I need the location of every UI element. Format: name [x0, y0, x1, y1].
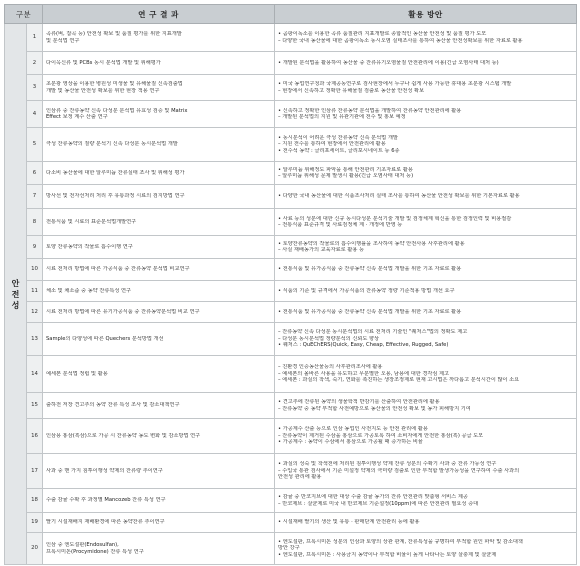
research-result-cell [43, 419, 275, 454]
table-row [5, 513, 577, 533]
application-plan-cell [275, 454, 577, 489]
application-plan-cell [275, 259, 577, 281]
research-result-cell [43, 513, 275, 533]
application-plan-line: – 다양한 국내 농산물에 대한 곰팡이독소 동시오염 실태조사를 통하여 농산물 안전성확보를 위한 자료로 활용 [278, 37, 523, 44]
application-plan-line: • 사료 등의 성분에 대한 신규 동시다성분 분석기술 개발 및 검정체계 혁신을 통한 검정인력 및 비용절감 [278, 215, 512, 222]
research-result-cell [43, 185, 275, 209]
research-result-line: 딸기 시설재배지 재배환경에 따른 농약잔류 추이연구 [46, 519, 165, 526]
application-plan-line: • 알루미늄 위해정도 파악을 통해 안전관리 기초자료로 활용 [278, 166, 413, 173]
application-plan-cell [275, 513, 577, 533]
table-row [5, 162, 577, 185]
table-row [5, 128, 577, 162]
research-result-cell [43, 259, 275, 281]
application-plan-cell [275, 162, 577, 185]
research-result-cell [43, 101, 275, 128]
application-plan-cell [275, 52, 577, 75]
application-plan-line: • 견고추에 잔류된 농약의 생물학적 반감기를 산출하여 안전관리에 활용 [278, 399, 440, 406]
table-row [5, 75, 577, 101]
header-results: 연 구 결 과 [43, 5, 275, 24]
table-row [5, 185, 577, 209]
application-plan-cell [275, 302, 577, 323]
research-results-table [4, 4, 577, 565]
research-result-cell [43, 393, 275, 419]
table-row [5, 24, 577, 52]
application-plan-cell [275, 75, 577, 101]
table-header-row [5, 5, 577, 24]
research-result-line: 예세폰 분석법 정립 및 활용 [46, 370, 108, 377]
table-row [5, 52, 577, 75]
research-result-line: 사과 중 맨 가지 침투이행성 약제의 잔류량 추이연구 [46, 467, 163, 474]
application-plan-line: • 전통식품 및 유가공식품 중 잔류농약 신속 분석법 개발을 위한 기초 자료로 활용 [278, 266, 462, 273]
row-number: 8 [27, 209, 43, 236]
research-result-line: 인삼용 홍삼(흑삼)으로 가공 시 잔류농약 농도 변화 및 감소방법 연구 [46, 432, 201, 439]
table-row [5, 533, 577, 565]
research-result-line: 프록시미돈(Procymidone) 잔류 특성 연구 [46, 548, 144, 555]
table-row [5, 393, 577, 419]
header-plans: 활용 방안 [275, 5, 577, 24]
application-plan-cell [275, 281, 577, 302]
application-plan-line: – 개발된 분석법의 지원 및 유관기관에 전수 및 홍보 예정 [278, 114, 406, 120]
application-plan-cell [275, 356, 577, 393]
application-plan-cell [275, 489, 577, 513]
application-plan-line: • 토양잔류농약의 작물로의 흡수이행률을 조사하여 농약 안전사용 사후관리에 활용 [278, 240, 465, 247]
application-plan-cell [275, 101, 577, 128]
table-row [5, 236, 577, 259]
application-plan-line: • 식품의 기준 및 규격에서 가공식품의 잔류농약 정량 기준적용 방법 개선 요구 [278, 287, 455, 294]
application-plan-line: • 가공계수 : 농약이 수삼에서 홍삼으로 가공될 때 증가하는 비율 [278, 439, 423, 446]
row-number: 18 [27, 489, 43, 513]
research-result-cell [43, 302, 275, 323]
research-result-line: 극성 잔류농약의 질량 분석기 신속 다성분 동시분석법 개발 [46, 141, 178, 148]
application-plan-cell [275, 419, 577, 454]
research-result-cell [43, 52, 275, 75]
research-result-cell [43, 24, 275, 52]
research-result-line: 인삼 중 엔도설판(Endosulfan), [46, 542, 119, 549]
application-plan-cell [275, 128, 577, 162]
application-plan-line: • 신속하고 정확한 인삼류 잔류농약 분석법을 개발하여 잔류농약 안전관리에 활용 [278, 107, 462, 114]
research-result-line: 토양 잔류농약의 작물로 흡수이행 연구 [46, 243, 133, 250]
research-result-cell [43, 533, 275, 565]
row-number: 20 [27, 533, 43, 565]
application-plan-cell [275, 24, 577, 52]
table-row [5, 323, 577, 356]
table-row [5, 419, 577, 454]
application-plan-line: – 사실 재배농가의 교육자료로 활용 등 [278, 247, 365, 253]
category-label-char: 안 [11, 278, 20, 288]
row-number: 15 [27, 393, 43, 419]
research-result-line: 초분광 영상을 이용한 병원성 미생물 및 유해물질 신속검출법 [46, 81, 183, 88]
research-result-cell [43, 281, 275, 302]
application-plan-line: • 전수석 농약 : 글리포세이트, 글리포시네이트 등 6종 [278, 147, 400, 154]
application-plan-line: – 현장에서 신속하고 정확한 유해물질 검출로 농산물 안전성 확보 [278, 87, 425, 94]
research-result-line: 다이옥신류 및 PCBs 동시 분석법 개발 및 위해평가 [46, 59, 161, 66]
research-result-cell [43, 489, 275, 513]
application-plan-line: – 친환경 인증농산물등의 사후관리조사에 활용 [278, 364, 383, 371]
research-result-line: 시료 전처리 방법에 따른 가공식품 중 잔류농약 분석법 비교연구 [46, 266, 190, 273]
application-plan-line: – 잔류농약 신속 다성분 동시분석법의 시료 전처리 기술인 "퀘처스"법의 정확도 제고 [278, 329, 468, 336]
research-result-line: 시료 전처리 방법에 따른 유기가공식품 중 잔류농약분석법 비교 연구 [46, 308, 200, 315]
category-label-char: 성 [11, 300, 20, 310]
research-result-cell [43, 209, 275, 236]
research-result-line: 인삼류 중 잔류농약 신속 다성분 분석법 유효성 검증 및 Matrix [46, 107, 188, 114]
application-plan-line: – 알루미늄 위해성 문제 발생시 활용(긴급 오염사태 대처 등) [278, 173, 414, 179]
row-number: 11 [27, 281, 43, 302]
category-cell-safety [5, 24, 27, 565]
application-plan-line: • 전통식품 및 유가공식품 중 잔류농약 신속 분석법 개발을 위한 기초 자료로 활용 [278, 308, 462, 315]
application-plan-line: 방안 강구 [278, 545, 300, 552]
application-plan-line: • 엔도설판, 프록시미돈 : 사용금지 농약이나 부적합 비율이 높게 나타나는 토양 살충제 및 살균제 [278, 551, 497, 558]
table-body [5, 24, 577, 565]
table-row [5, 454, 577, 489]
research-result-line: 및 분석법 연구 [46, 37, 80, 44]
application-plan-cell [275, 323, 577, 356]
category-label-char: 전 [11, 289, 20, 299]
table-row [5, 209, 577, 236]
application-plan-cell [275, 236, 577, 259]
table-row [5, 302, 577, 323]
research-result-line: 곡류(벼, 잡곡 등) 안전성 확보 및 품질 평가를 위한 지표개발 [46, 31, 182, 38]
application-plan-line: 안전성 관리에 활용 [278, 474, 322, 481]
research-result-line: Sample의 다양성에 따른 Quechers 분석방법 개선 [46, 335, 164, 342]
application-plan-line: • 가공계수 산출 등으로 인삼 농업인 사전지도 등 안전 관리에 활용 [278, 426, 428, 433]
row-number: 12 [27, 302, 43, 323]
application-plan-line: • 곰팡이독소를 이용한 곡류 품질관리 지표개발로 종합적인 농산물 안전성 및 품질 평가 도모 [278, 31, 487, 38]
research-result-cell [43, 162, 275, 185]
application-plan-line: • 미국 농업연구청과 국제공동연구로 검사현장에서 누구나 쉽게 사용 가능한 휴대용 초분광 시스템 개발 [278, 81, 512, 88]
application-plan-line: • 시설재배 딸기의 생산 및 유통 · 판매단계 안전관리 등에 활용 [278, 519, 420, 526]
application-plan-line: • 개발된 분석법을 활용하여 농산물 중 잔류유기오염물질 안전관리에 이용(긴급 오염사태 대처 등) [278, 59, 499, 66]
table-row [5, 356, 577, 393]
application-plan-line: – 잔류농약이 제거된 수삼을 홍삼으로 가공토록 하여 소비자에게 안전한 홍삼(흑) 공급 도모 [278, 432, 484, 439]
application-plan-cell [275, 209, 577, 236]
research-result-line: 체소 및 채소즙 중 농약 잔류특성 연구 [46, 287, 132, 294]
table-row [5, 281, 577, 302]
application-plan-line: • 엔도설판, 프록시미돈 성분의 인삼과 토양의 상관 관계, 잔류특성을 규명하여 부적합 원인 파악 및 감소대책 [278, 538, 523, 545]
application-plan-line: • 다양한 국내 농산물에 대한 식품조사처리 실태 조사를 통하여 농산물 안전성 확보를 위한 기본자료로 활용 [278, 193, 520, 200]
application-plan-cell [275, 533, 577, 565]
research-result-line: 수출 감귤 수확 후 과정별 Mancozeb 잔류 특성 연구 [46, 497, 166, 504]
application-plan-line: – 지원 전수를 통하여 현장에서 안전관리에 활용 [278, 141, 386, 148]
application-plan-line: • 동시분석이 어려운 극성 잔류농약 신속 분석법 개발 [278, 134, 398, 141]
research-result-line: 출하전 저장 견고추의 농약 잔류 특성 조사 및 감소대책연구 [46, 402, 180, 409]
row-number: 5 [27, 128, 43, 162]
row-number: 4 [27, 101, 43, 128]
research-results-table-container [4, 4, 576, 562]
research-result-cell [43, 356, 275, 393]
application-plan-line: – 수입국 통관 검사에서 기준 미설정 약제의 극미량 검출로 인한 부적합 발생가능성을 연구하여 수출 사과의 [278, 467, 520, 474]
application-plan-line: • 과실의 성숙 및 착색전에 처리된 침투이행성 약제 잔류 성분의 수확기 사과 중 잔류 가능성 연구 [278, 461, 497, 468]
row-number: 13 [27, 323, 43, 356]
application-plan-line: – 전통식품 표준규격 및 사료검정체 계 · 개정에 반영 등 [278, 222, 403, 228]
table-row [5, 259, 577, 281]
application-plan-line: • 감귤 중 만코지브에 대한 대상 수출 감귤 농가의 잔류 안전관리 맞춤형 서비스 제공 [278, 494, 468, 501]
row-number: 14 [27, 356, 43, 393]
application-plan-line: • 퀘처스 : QuEChERS(Quick, Easy, Cheap, Effective, Rugged, Safe) [278, 342, 449, 349]
header-category: 구분 [5, 5, 43, 24]
row-number: 7 [27, 185, 43, 209]
research-result-line: 개발 및 농산물 안전성 확보를 위한 현장 적용 연구 [46, 87, 160, 94]
row-number: 17 [27, 454, 43, 489]
row-number: 9 [27, 236, 43, 259]
row-number: 10 [27, 259, 43, 281]
row-number: 3 [27, 75, 43, 101]
research-result-line: Effect 보정 계수 산출 연구 [46, 114, 108, 120]
research-result-cell [43, 454, 275, 489]
application-plan-line: – 잔류농약 중 농약 부적합 사전예방으로 농산물의 안전성 확보 및 농가 피해방지 기여 [278, 405, 471, 412]
row-number: 1 [27, 24, 43, 52]
research-result-cell [43, 323, 275, 356]
application-plan-line: – 다성분 동시분석법 정량분석의 신뢰도 향상 [278, 335, 380, 342]
row-number: 2 [27, 52, 43, 75]
research-result-line: 방사선 및 전자선처리 처리 후 유통과정 시료의 검지방법 연구 [46, 193, 185, 200]
research-result-line: 다소비 농산물에 대한 알루미늄 잔류실태 조사 및 위해성 평가 [46, 169, 185, 176]
application-plan-cell [275, 185, 577, 209]
research-result-cell [43, 128, 275, 162]
row-number: 6 [27, 162, 43, 185]
research-result-cell [43, 236, 275, 259]
table-row [5, 489, 577, 513]
research-result-cell [43, 75, 275, 101]
research-result-line: 전통식품 및 시료의 표준분석법개발연구 [46, 218, 137, 225]
application-plan-line: – 에세폰 : 과실의 착색, 숙기, 연화를 촉진하는 생장조정제로 현재 고시법은 까다롭고 분석시간이 많이 소요 [278, 377, 520, 384]
application-plan-line: – 만코제브 : 살균제로 미국 내 만코제브 기준설정(10ppm)에 따른 안전관리 필요성 증대 [278, 500, 479, 507]
table-row [5, 101, 577, 128]
application-plan-cell [275, 393, 577, 419]
row-number: 19 [27, 513, 43, 533]
row-number: 16 [27, 419, 43, 454]
application-plan-line: – 예세폰의 올바른 사용을 유도하고 무분별한 오용, 남용에 대한 경각심 제고 [278, 370, 450, 377]
